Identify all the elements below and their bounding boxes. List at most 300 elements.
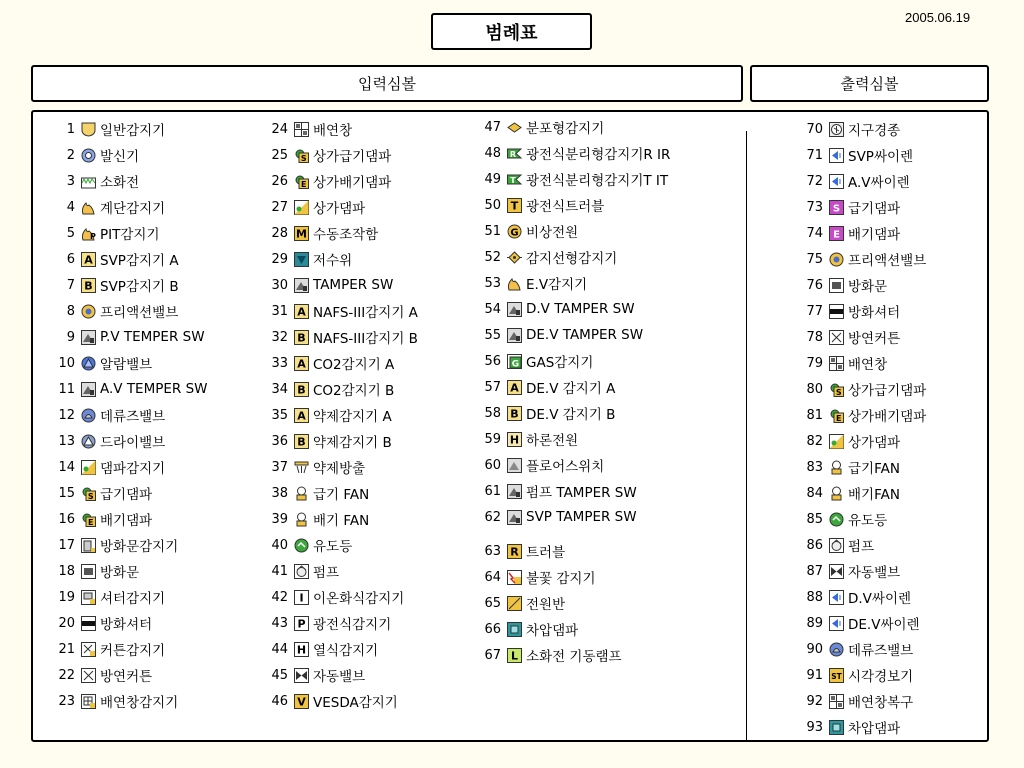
legend-item-label: DE.V 감지기 A [526, 381, 616, 397]
s-purple-icon [829, 200, 844, 215]
svg-text:B: B [297, 435, 306, 448]
legend-item [473, 430, 578, 448]
legend-item-label: 상가급기댐파 [313, 149, 392, 165]
legend-item [473, 300, 635, 318]
legend-item [473, 542, 565, 560]
shutter-icon [81, 590, 96, 605]
legend-item-number: 70 [806, 121, 823, 137]
svg-text:S: S [87, 491, 94, 501]
legend-item [260, 692, 398, 710]
legend-item-label: 유도등 [848, 513, 888, 529]
column-divider [746, 131, 747, 741]
legend-item-label: 비상전원 [526, 225, 579, 241]
legend-item [47, 120, 165, 138]
legend-item [473, 118, 604, 136]
legend-item-label: 드라이밸브 [100, 435, 166, 451]
t-icon [507, 198, 522, 213]
legend-item-label: 급기FAN [848, 461, 900, 477]
legend-item-number: 71 [806, 147, 823, 163]
legend-item-number: 45 [271, 667, 288, 683]
tamper-icon [507, 510, 522, 525]
legend-item [473, 326, 643, 344]
legend-item [473, 568, 596, 586]
legend-item-label: DE.V TAMPER SW [526, 327, 644, 343]
svg-text:T: T [510, 175, 516, 185]
output-symbols-header: 출력심볼 [750, 65, 989, 102]
legend-item [47, 614, 152, 632]
legend-item [473, 196, 604, 214]
svg-text:S: S [835, 387, 842, 397]
legend-item [473, 646, 622, 664]
legend-item [795, 328, 900, 346]
h-small-icon [507, 432, 522, 447]
legend-item [47, 276, 179, 294]
legend-item-number: 12 [58, 407, 75, 423]
legend-item-number: 82 [806, 433, 823, 449]
fire-shutter-icon [829, 304, 844, 319]
legend-item [473, 482, 637, 500]
legend-item-label: 배연창 [848, 357, 888, 373]
legend-item [473, 378, 615, 396]
legend-item-number: 49 [484, 171, 501, 187]
legend-item [47, 562, 139, 580]
gas-icon [507, 354, 522, 369]
legend-item [47, 510, 152, 528]
legend-item-number: 40 [271, 537, 288, 553]
tamper-icon [507, 302, 522, 317]
tamper-icon [81, 382, 96, 397]
legend-item [47, 406, 165, 424]
fire-door-icon [829, 278, 844, 293]
legend-item-label: 펌프 TAMPER SW [526, 485, 637, 501]
legend-item-number: 17 [58, 537, 75, 553]
siren-icon [829, 174, 844, 189]
svg-text:V: V [297, 695, 306, 708]
fan-icon [294, 486, 309, 501]
legend-item [47, 198, 165, 216]
svg-text:B: B [297, 383, 306, 396]
svg-text:A: A [510, 381, 519, 394]
legend-item-number: 32 [271, 329, 288, 345]
legend-item [473, 594, 565, 612]
tamper-icon [507, 484, 522, 499]
legend-item-label: 방화셔터 [848, 305, 901, 321]
legend-item-number: 93 [806, 719, 823, 735]
legend-item-label: NAFS-III감지기 A [313, 305, 418, 321]
legend-item-label: D.V TAMPER SW [526, 301, 635, 317]
legend-item-number: 87 [806, 563, 823, 579]
legend-item-number: 8 [66, 303, 75, 319]
legend-item-number: 38 [271, 485, 288, 501]
legend-item-number: 62 [484, 509, 501, 525]
svg-text:E: E [833, 229, 840, 240]
linear-icon [507, 250, 522, 265]
legend-item [473, 456, 604, 474]
legend-item [473, 248, 617, 266]
legend-item-number: 76 [806, 277, 823, 293]
legend-item [260, 510, 369, 528]
svg-text:S: S [300, 153, 307, 163]
legend-item-label: PIT감지기 [100, 227, 160, 243]
diamond-icon [507, 120, 522, 135]
legend-item-number: 30 [271, 277, 288, 293]
legend-item-label: 저수위 [313, 253, 353, 269]
legend-item-label: 불꽃 감지기 [526, 571, 596, 587]
siren-icon [829, 616, 844, 631]
legend-item-number: 65 [484, 595, 501, 611]
legend-item [260, 198, 365, 216]
legend-item-label: 소화전 [100, 175, 140, 191]
legend-item-label: 알람밸브 [100, 357, 153, 373]
legend-item-number: 84 [806, 485, 823, 501]
grid-icon [294, 122, 309, 137]
svg-text:B: B [297, 331, 306, 344]
legend-item-label: 소화전 기동램프 [526, 649, 622, 665]
legend-item [795, 562, 900, 580]
legend-item-label: 이온화식감지기 [313, 591, 405, 607]
legend-item-label: 상가댐파 [313, 201, 366, 217]
water-icon [294, 252, 309, 267]
legend-item-number: 42 [271, 589, 288, 605]
letter-b-icon [294, 382, 309, 397]
legend-item-number: 51 [484, 223, 501, 239]
letter-a-icon [294, 304, 309, 319]
legend-item-number: 66 [484, 621, 501, 637]
legend-item-label: 셔터감지기 [100, 591, 166, 607]
legend-item-number: 19 [58, 589, 75, 605]
legend-item-number: 47 [484, 119, 501, 135]
i-icon [294, 590, 309, 605]
legend-item [47, 172, 139, 190]
legend-item-label: 약제감지기 B [313, 435, 392, 451]
legend-item [795, 458, 900, 476]
legend-item-number: 7 [66, 277, 75, 293]
legend-item [47, 224, 160, 242]
svg-text:B: B [84, 279, 93, 292]
hydrant-icon [81, 174, 96, 189]
svg-text:A: A [84, 253, 93, 266]
legend-item [260, 406, 392, 424]
legend-item-number: 11 [58, 381, 75, 397]
damper-icon [829, 434, 844, 449]
legend-item [260, 380, 394, 398]
legend-item-number: 29 [271, 251, 288, 267]
svg-text:R: R [509, 149, 517, 159]
legend-item [473, 620, 578, 638]
legend-item-number: 37 [271, 459, 288, 475]
legend-item-label: NAFS-III감지기 B [313, 331, 418, 347]
legend-item-number: 1 [66, 121, 75, 137]
legend-item-label: 방연커튼 [848, 331, 901, 347]
legend-item [795, 692, 913, 710]
svg-text:P: P [297, 617, 306, 630]
e-purple-icon [829, 226, 844, 241]
legend-item-label: 펌프 [313, 565, 340, 581]
legend-item-label: DE.V 감지기 B [526, 407, 616, 423]
valve-icon [81, 304, 96, 319]
legend-item-number: 3 [66, 173, 75, 189]
legend-item-number: 50 [484, 197, 501, 213]
damper-icon [294, 200, 309, 215]
legend-item-number: 24 [271, 121, 288, 137]
legend-item [47, 380, 208, 398]
svg-text:E: E [835, 413, 842, 423]
legend-item-label: 방화문 [100, 565, 140, 581]
legend-item-label: 일반감지기 [100, 123, 166, 139]
legend-item-number: 78 [806, 329, 823, 345]
siren-icon [829, 590, 844, 605]
beam-t-icon [507, 172, 522, 187]
legend-item-label: 광전식분리형감지기T IT [526, 173, 669, 189]
deluge-icon [81, 408, 96, 423]
beam-r-icon [507, 146, 522, 161]
legend-item-number: 15 [58, 485, 75, 501]
fan-icon [829, 460, 844, 475]
legend-item-number: 18 [58, 563, 75, 579]
legend-item-number: 88 [806, 589, 823, 605]
green-circle-icon [829, 512, 844, 527]
l-icon [507, 648, 522, 663]
legend-item-number: 4 [66, 199, 75, 215]
legend-item [473, 508, 637, 526]
legend-item [47, 354, 152, 372]
legend-item-number: 74 [806, 225, 823, 241]
legend-item-number: 73 [806, 199, 823, 215]
legend-item-label: 트러블 [526, 545, 566, 561]
legend-item-label: 시각경보기 [848, 669, 914, 685]
legend-item-label: 배기 FAN [313, 513, 370, 529]
legend-item-number: 64 [484, 569, 501, 585]
legend-item-number: 25 [271, 147, 288, 163]
door-icon [81, 538, 96, 553]
legend-item [260, 354, 394, 372]
legend-item-label: SVP싸이렌 [848, 149, 914, 165]
legend-item-number: 9 [66, 329, 75, 345]
g-circle-icon [507, 224, 522, 239]
auto-valve-icon [294, 668, 309, 683]
legend-item-label: P.V TEMPER SW [100, 329, 205, 345]
legend-item-number: 54 [484, 301, 501, 317]
legend-item-number: 22 [58, 667, 75, 683]
legend-item-number: 77 [806, 303, 823, 319]
legend-item [795, 510, 887, 528]
legend-item [795, 432, 900, 450]
legend-item [795, 614, 920, 632]
legend-item-number: 60 [484, 457, 501, 473]
x-box-icon [829, 330, 844, 345]
legend-item-label: 분포형감지기 [526, 121, 605, 137]
valve-icon [829, 252, 844, 267]
svg-text:A: A [297, 409, 306, 422]
e-icon [294, 174, 309, 189]
legend-item-label: SVP TAMPER SW [526, 509, 637, 525]
legend-item-number: 27 [271, 199, 288, 215]
legend-item-number: 63 [484, 543, 501, 559]
svg-text:T: T [510, 199, 519, 212]
svg-text:A: A [297, 305, 306, 318]
legend-item-number: 80 [806, 381, 823, 397]
legend-item-label: 약제방출 [313, 461, 366, 477]
svg-text:A: A [297, 357, 306, 370]
legend-item-number: 79 [806, 355, 823, 371]
legend-item [260, 328, 418, 346]
legend-item-label: 배기댐파 [100, 513, 153, 529]
legend-item-number: 43 [271, 615, 288, 631]
legend-item-label: 유도등 [313, 539, 353, 555]
legend-item-label: DE.V싸이렌 [848, 617, 920, 633]
bell-icon [829, 122, 844, 137]
legend-item [260, 432, 392, 450]
legend-item [260, 302, 418, 320]
legend-item [47, 640, 165, 658]
tamper-icon [294, 278, 309, 293]
flow-icon [507, 458, 522, 473]
legend-item-label: 급기 FAN [313, 487, 370, 503]
legend-item-label: 배기댐파 [848, 227, 901, 243]
legend-item-number: 85 [806, 511, 823, 527]
legend-item-label: 자동밸브 [848, 565, 901, 581]
legend-item-label: 방화문감지기 [100, 539, 179, 555]
legend-item [473, 144, 670, 162]
legend-item-label: 급기댐파 [100, 487, 153, 503]
dry-icon [81, 434, 96, 449]
letter-a-icon [507, 380, 522, 395]
tamper-icon [507, 328, 522, 343]
legend-item-number: 2 [66, 147, 75, 163]
legend-item [795, 406, 926, 424]
legend-item-label: 프리액션밸브 [100, 305, 179, 321]
legend-item [47, 588, 165, 606]
svg-text:ST: ST [831, 671, 842, 681]
legend-item-label: 배연창감지기 [100, 695, 179, 711]
legend-item-label: 프리액션밸브 [848, 253, 927, 269]
legend-item-number: 53 [484, 275, 501, 291]
legend-item-number: 59 [484, 431, 501, 447]
legend-item-label: 배연창 [313, 123, 353, 139]
legend-item [795, 536, 874, 554]
legend-item-label: 데류즈밸브 [848, 643, 914, 659]
legend-item [47, 432, 165, 450]
svg-text:G: G [510, 227, 519, 238]
legend-item-number: 58 [484, 405, 501, 421]
svg-text:G: G [511, 359, 520, 369]
letter-a-icon [294, 408, 309, 423]
legend-item [47, 458, 165, 476]
fire-shutter-icon [81, 616, 96, 631]
shield-icon [81, 122, 96, 137]
s-icon [294, 148, 309, 163]
legend-item-number: 92 [806, 693, 823, 709]
legend-item-label: 광전식트러블 [526, 199, 605, 215]
fire-door-icon [81, 564, 96, 579]
legend-item-number: 90 [806, 641, 823, 657]
legend-item [260, 562, 339, 580]
letter-a-icon [294, 356, 309, 371]
deluge-icon [829, 642, 844, 657]
letter-b-icon [507, 406, 522, 421]
spray-icon [294, 460, 309, 475]
flame-icon [507, 276, 522, 291]
letter-b-icon [294, 434, 309, 449]
legend-item [473, 274, 587, 292]
s-icon [829, 382, 844, 397]
legend-item-label: 계단감지기 [100, 201, 166, 217]
legend-item [795, 146, 913, 164]
page-title: 범례표 [431, 13, 592, 50]
legend-item-label: 발신기 [100, 149, 140, 165]
legend-item-number: 48 [484, 145, 501, 161]
legend-item [473, 170, 668, 188]
panel-icon [507, 596, 522, 611]
legend-item-number: 23 [58, 693, 75, 709]
e-icon [829, 408, 844, 423]
date-label: 2005.06.19 [905, 10, 971, 25]
legend-item-label: 상가배기댐파 [313, 175, 392, 191]
legend-item-number: 5 [66, 225, 75, 241]
legend-item-label: SVP감지기 B [100, 279, 179, 295]
svg-text:L: L [510, 649, 519, 662]
legend-item-label: A.V싸이렌 [848, 175, 910, 191]
legend-item-number: 91 [806, 667, 823, 683]
legend-item [795, 640, 913, 658]
green-circle-icon [294, 538, 309, 553]
grid-icon [829, 356, 844, 371]
legend-item-label: D.V싸이렌 [848, 591, 912, 607]
legend-item [795, 120, 900, 138]
legend-item-number: 39 [271, 511, 288, 527]
legend-item [795, 354, 887, 372]
legend-item-number: 44 [271, 641, 288, 657]
legend-item-label: 차압댐파 [848, 721, 901, 737]
legend-item [260, 588, 404, 606]
legend-item [260, 250, 352, 268]
legend-item-label: 급기댐파 [848, 201, 901, 217]
legend-item-number: 72 [806, 173, 823, 189]
fan-icon [829, 486, 844, 501]
legend-item [795, 172, 910, 190]
legend-item [260, 640, 378, 658]
legend-item [795, 380, 926, 398]
legend-item-number: 20 [58, 615, 75, 631]
legend-item-label: CO2감지기 A [313, 357, 395, 373]
letter-b-icon [81, 278, 96, 293]
legend-item [47, 146, 139, 164]
legend-item-number: 26 [271, 173, 288, 189]
window-icon [81, 694, 96, 709]
legend-item-number: 31 [271, 303, 288, 319]
v-icon [294, 694, 309, 709]
legend-item-number: 55 [484, 327, 501, 343]
legend-item-label: SVP감지기 A [100, 253, 179, 269]
legend-item [47, 484, 152, 502]
legend-item-number: 57 [484, 379, 501, 395]
legend-item [473, 404, 615, 422]
svg-text:S: S [832, 203, 841, 214]
legend-item-label: 상가급기댐파 [848, 383, 927, 399]
legend-item-number: 35 [271, 407, 288, 423]
legend-item-label: 광전식분리형감지기R IR [526, 147, 671, 163]
letter-a-icon [81, 252, 96, 267]
curtain-icon [81, 642, 96, 657]
svg-text:P: P [90, 231, 96, 241]
legend-item [795, 276, 887, 294]
legend-item-label: 감지선형감지기 [526, 251, 618, 267]
grid-icon [829, 694, 844, 709]
legend-item-number: 21 [58, 641, 75, 657]
legend-item [473, 352, 593, 370]
legend-item-label: A.V TEMPER SW [100, 381, 208, 397]
legend-item-label: 상가배기댐파 [848, 409, 927, 425]
